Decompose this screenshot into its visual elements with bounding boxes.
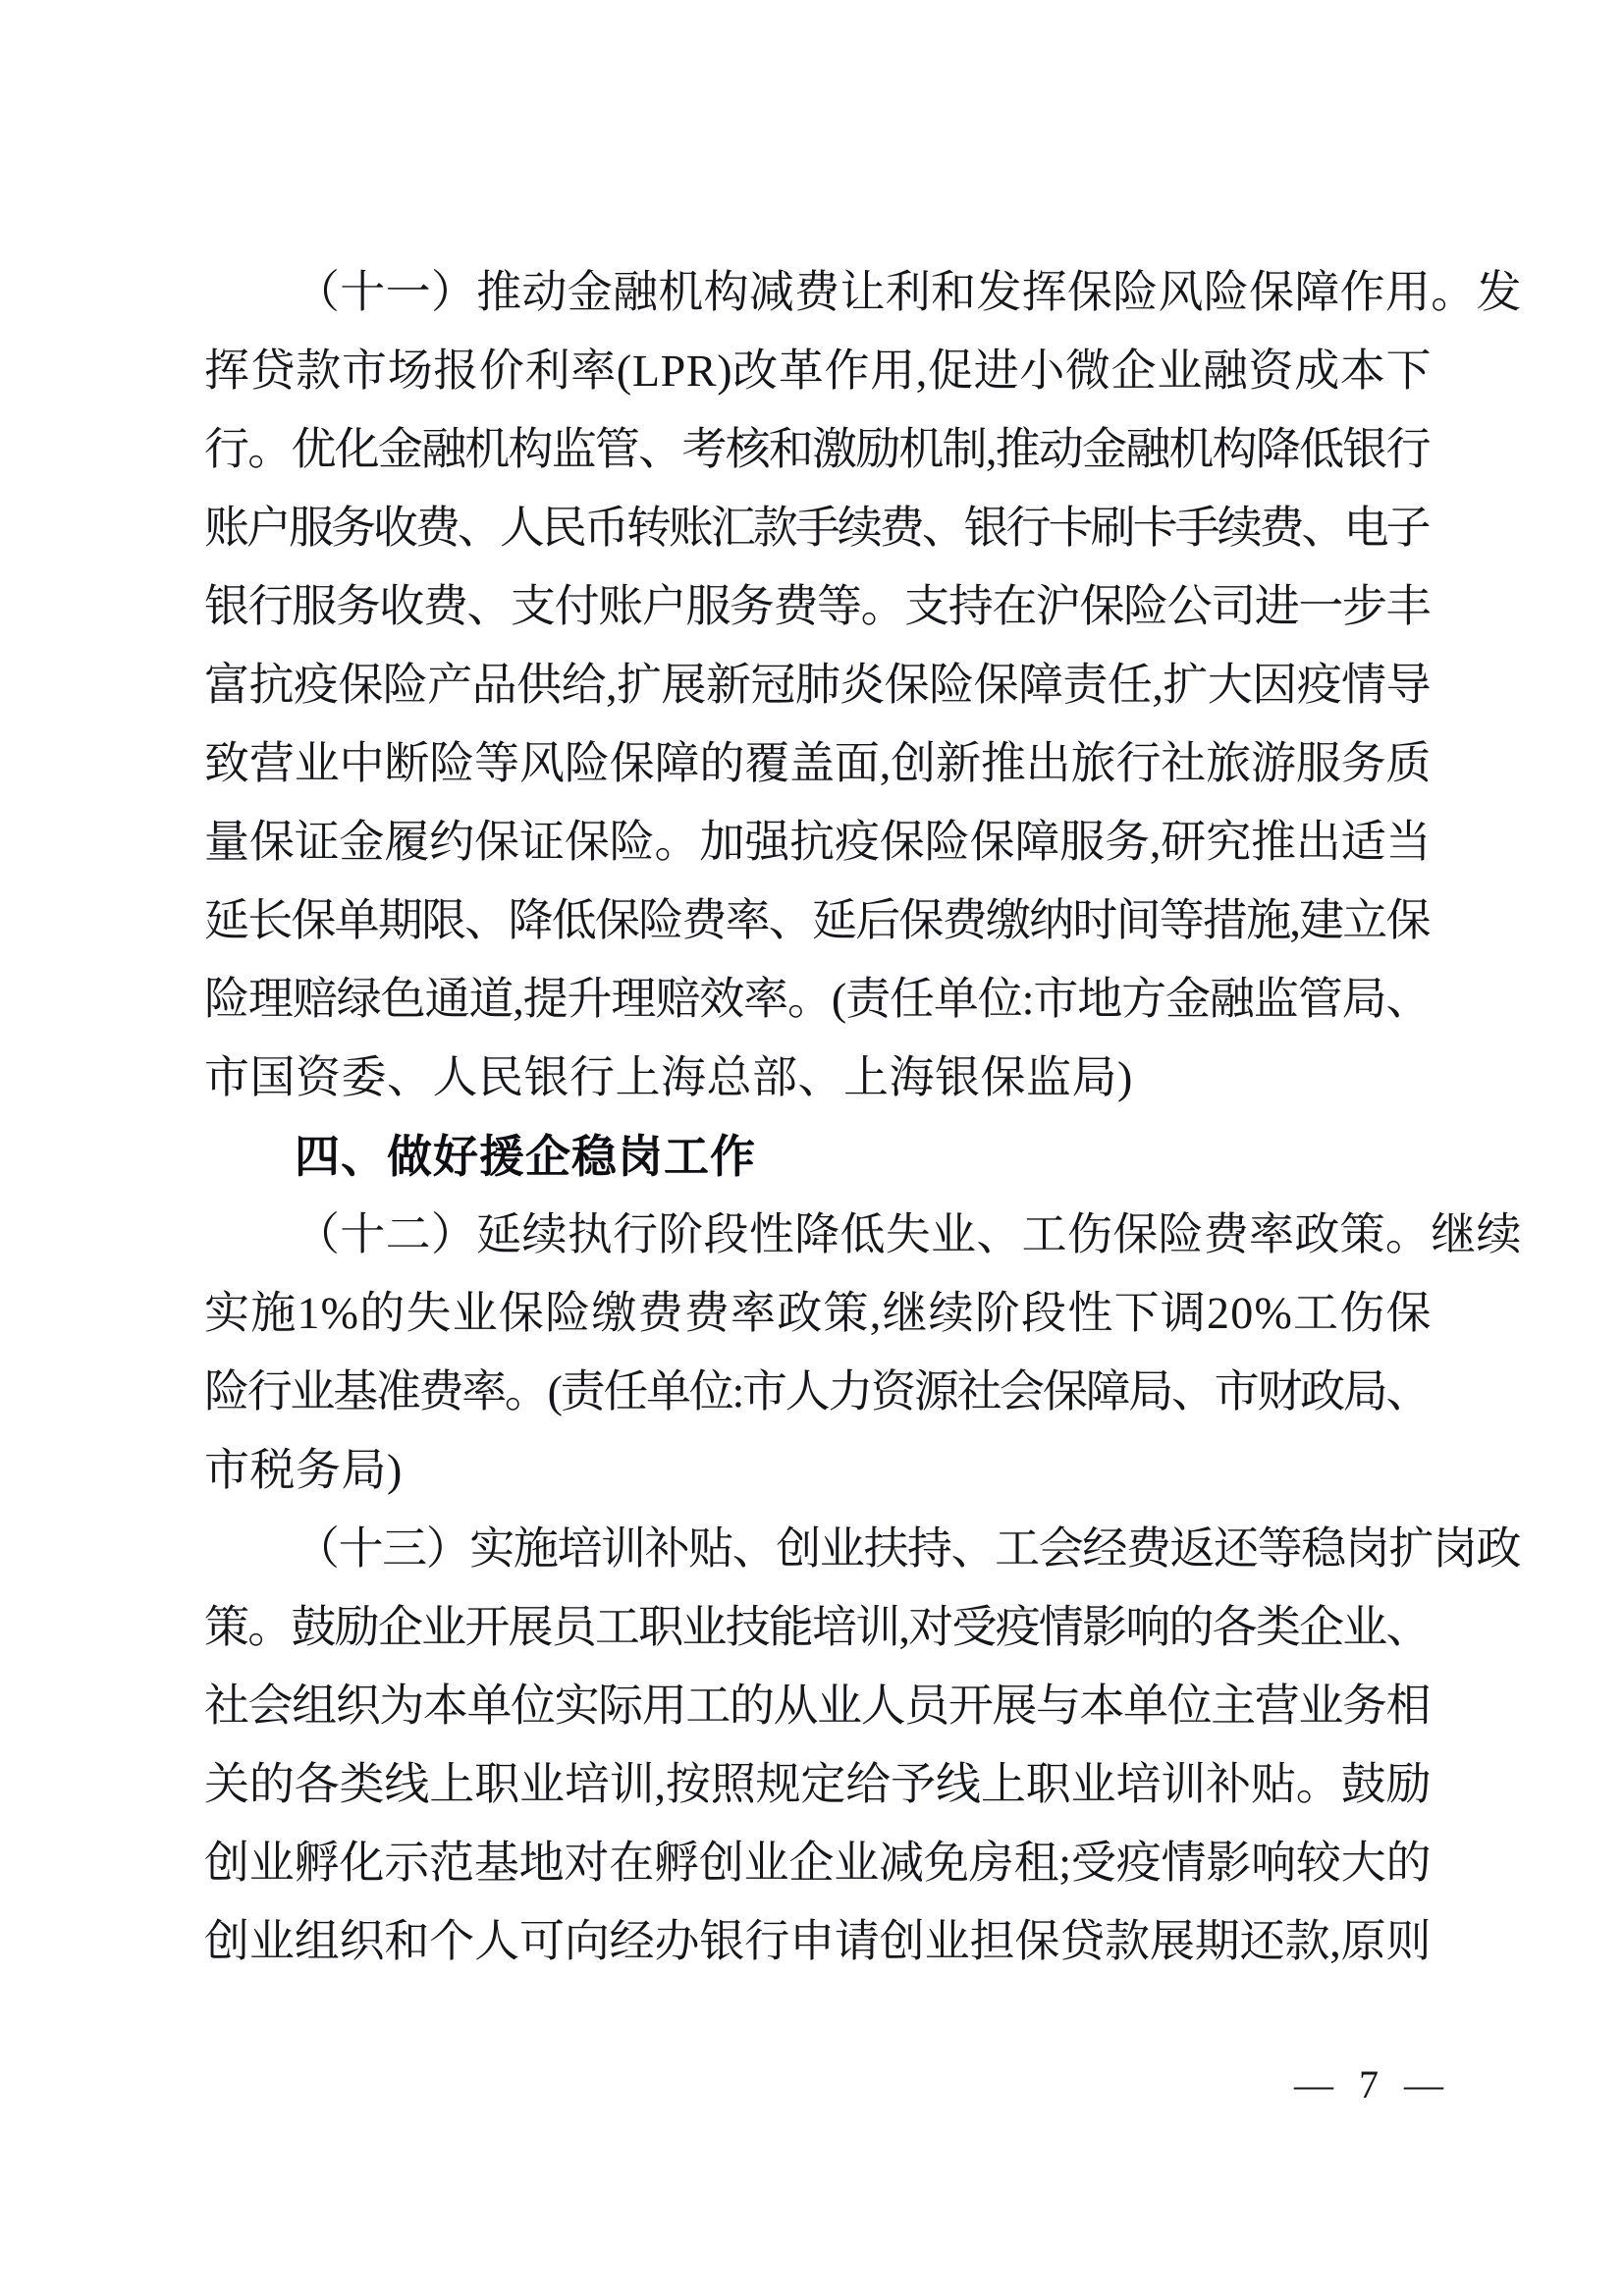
body-line: （十二）延续执行阶段性降低失业、工伤保险费率政策。继续 xyxy=(295,1209,1522,1259)
body-line: 行。优化金融机构监管、考核和激励机制,推动金融机构降低银行 xyxy=(204,424,1430,474)
paragraph-item-11 xyxy=(204,253,1522,1117)
page-number: — 7 — xyxy=(1294,2062,1451,2107)
body-line: 市税务局) xyxy=(204,1445,403,1495)
body-line: 量保证金履约保证保险。加强抗疫保险保障服务,研究推出适当 xyxy=(204,817,1432,867)
body-line: 社会组织为本单位实际用工的从业人员开展与本单位主营业务相 xyxy=(204,1681,1431,1731)
paragraph-item-12 xyxy=(204,1196,1522,1510)
body-line: 创业孵化示范基地对在孵创业企业减免房租;受疫情影响较大的 xyxy=(204,1838,1432,1888)
body-line: （十一）推动金融机构减费让利和发挥保险风险保障作用。发 xyxy=(295,267,1522,317)
body-line: 险行业基准费率。(责任单位:市人力资源社会保障局、市财政局、 xyxy=(204,1366,1430,1416)
body-line: 富抗疫保险产品供给,扩展新冠肺炎保险保障责任,扩大因疫情导 xyxy=(204,660,1431,710)
document-body xyxy=(204,253,1522,1981)
body-line: 市国资委、人民银行上海总部、上海银保监局) xyxy=(204,1052,1133,1102)
body-line: 账户服务收费、人民币转账汇款手续费、银行卡刷卡手续费、电子 xyxy=(204,503,1429,553)
section-heading: 四、做好援企稳岗工作 xyxy=(295,1130,756,1183)
body-line: 银行服务收费、支付账户服务费等。支持在沪保险公司进一步丰 xyxy=(204,581,1431,631)
body-line: 创业组织和个人可向经办银行申请创业担保贷款展期还款,原则 xyxy=(204,1916,1432,1966)
body-line: 实施1%的失业保险缴费费率政策,继续阶段性下调20%工伤保 xyxy=(204,1288,1433,1338)
body-line: 延长保单期限、降低保险费率、延后保费缴纳时间等措施,建立保 xyxy=(204,895,1430,945)
body-line: 挥贷款市场报价利率(LPR)改革作用,促进小微企业融资成本下 xyxy=(204,346,1433,396)
body-line: 致营业中断险等风险保障的覆盖面,创新推出旅行社旅游服务质 xyxy=(204,738,1432,788)
body-line: 关的各类线上职业培训,按照规定给予线上职业培训补贴。鼓励 xyxy=(204,1759,1432,1809)
body-line: （十三）实施培训补贴、创业扶持、工会经费返还等稳岗扩岗政 xyxy=(295,1523,1521,1574)
paragraph-item-13 xyxy=(204,1510,1521,1981)
body-line: 险理赔绿色通道,提升理赔效率。(责任单位:市地方金融监管局、 xyxy=(204,974,1431,1024)
body-line: 策。鼓励企业开展员工职业技能培训,对受疫情影响的各类企业、 xyxy=(204,1602,1430,1652)
